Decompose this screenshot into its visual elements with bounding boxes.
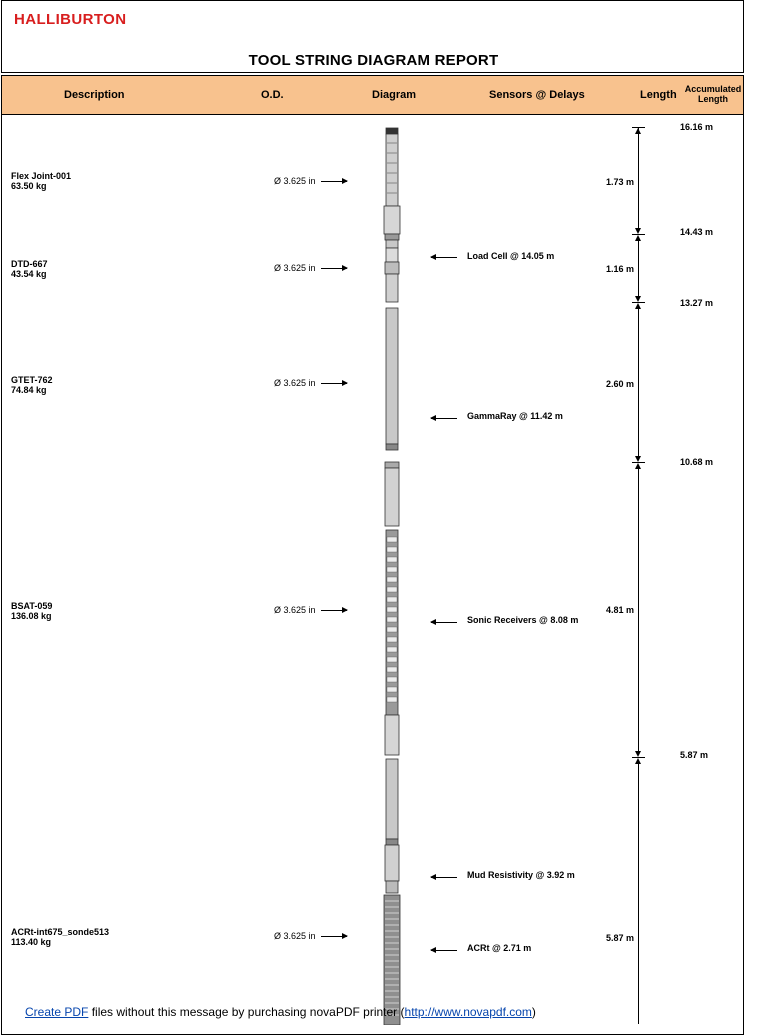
acrt-mud-resistivity <box>385 845 399 881</box>
tool-od: Ø 3.625 in <box>274 176 316 186</box>
column-sensors: Sensors @ Delays <box>489 89 585 101</box>
tool-length: 1.73 m <box>606 177 635 187</box>
tool-cap <box>386 128 398 134</box>
tool-od: Ø 3.625 in <box>274 931 316 941</box>
arrow-up-icon <box>635 463 641 469</box>
dimension-line <box>638 240 639 296</box>
dimension-line <box>638 308 639 456</box>
tool-length: 2.60 m <box>606 379 635 389</box>
sensor-label: Sonic Receivers @ 8.08 m <box>467 615 579 625</box>
dtd-body <box>386 274 398 302</box>
left-arrow-icon <box>431 418 457 419</box>
left-arrow-icon <box>431 877 457 878</box>
sensor-label: Mud Resistivity @ 3.92 m <box>467 870 575 880</box>
tool-name: DTD-667 <box>11 259 48 269</box>
accumulated-length: 14.43 m <box>680 227 714 237</box>
right-arrow-icon <box>321 268 347 269</box>
column-header-band <box>2 76 743 115</box>
right-arrow-icon <box>321 936 347 937</box>
column-diagram: Diagram <box>372 89 417 101</box>
tool-connector <box>386 839 398 845</box>
dimension-line <box>638 468 639 751</box>
right-arrow-icon <box>321 610 347 611</box>
tool-weight: 113.40 kg <box>11 937 52 947</box>
report-header <box>1 0 744 73</box>
tool-length: 5.87 m <box>606 933 635 943</box>
acrt-neck <box>386 881 398 893</box>
accumulated-length: 13.27 m <box>680 298 714 308</box>
tool-connector <box>386 444 398 450</box>
sensor-label: ACRt @ 2.71 m <box>467 943 532 953</box>
tool-connector <box>385 234 399 240</box>
report-title: TOOL STRING DIAGRAM REPORT <box>248 52 499 69</box>
gtet-body <box>386 308 398 444</box>
halliburton-logo: HALLIBURTON <box>14 11 127 28</box>
tool-name: Flex Joint-001 <box>11 171 72 181</box>
tool-name: ACRt-int675_sonde513 <box>11 927 110 937</box>
arrow-up-icon <box>635 303 641 309</box>
dtd-upper <box>386 248 398 262</box>
tool-od: Ø 3.625 in <box>274 378 316 388</box>
arrow-up-icon <box>635 758 641 764</box>
dimension-line <box>638 128 639 228</box>
tool-weight: 43.54 kg <box>11 269 47 279</box>
sensor-label: GammaRay @ 11.42 m <box>467 411 563 421</box>
column-accumulated-length: Accumulated Length <box>684 84 742 104</box>
dtd-load-cell <box>385 262 399 274</box>
column-length: Length <box>640 89 677 101</box>
tool-od: Ø 3.625 in <box>274 605 316 615</box>
arrow-up-icon <box>635 235 641 241</box>
novapdf-link[interactable]: http://www.novapdf.com <box>404 1005 532 1019</box>
tool-weight: 63.50 kg <box>11 181 47 191</box>
tool-name: BSAT-059 <box>11 601 53 611</box>
left-arrow-icon <box>431 950 457 951</box>
tool-name: GTET-762 <box>11 375 53 385</box>
accumulated-length: 5.87 m <box>680 750 709 760</box>
sensor-label: Load Cell @ 14.05 m <box>467 251 555 261</box>
tool-string-diagram <box>378 125 404 1025</box>
tool-weight: 136.08 kg <box>11 611 52 621</box>
bsat-upper-housing <box>385 468 399 526</box>
bsat-top-sub <box>385 462 399 468</box>
left-arrow-icon <box>431 622 457 623</box>
footer-message <box>25 1005 536 1019</box>
tool-weight: 74.84 kg <box>11 385 47 395</box>
column-od: O.D. <box>261 89 284 101</box>
dtd-neck <box>386 240 398 248</box>
tool-length: 4.81 m <box>606 605 635 615</box>
acrt-electronics <box>386 759 398 839</box>
accumulated-length: 16.16 m <box>680 122 714 132</box>
bsat-lower-housing <box>385 715 399 755</box>
right-arrow-icon <box>321 383 347 384</box>
flex-joint-body <box>386 134 398 206</box>
column-description: Description <box>64 89 125 101</box>
accumulated-length: 10.68 m <box>680 457 714 467</box>
flex-joint-housing <box>384 206 400 234</box>
left-arrow-icon <box>431 257 457 258</box>
report-body <box>1 75 744 1035</box>
create-pdf-link[interactable]: Create PDF <box>25 1005 89 1019</box>
dimension-line <box>638 763 639 1024</box>
tool-length: 1.16 m <box>606 264 635 274</box>
right-arrow-icon <box>321 181 347 182</box>
footer-text: files without this message by purchasing novaPDF printer ( <box>88 1005 405 1019</box>
arrow-up-icon <box>635 128 641 134</box>
tool-od: Ø 3.625 in <box>274 263 316 273</box>
footer-text-end: ) <box>531 1005 536 1019</box>
